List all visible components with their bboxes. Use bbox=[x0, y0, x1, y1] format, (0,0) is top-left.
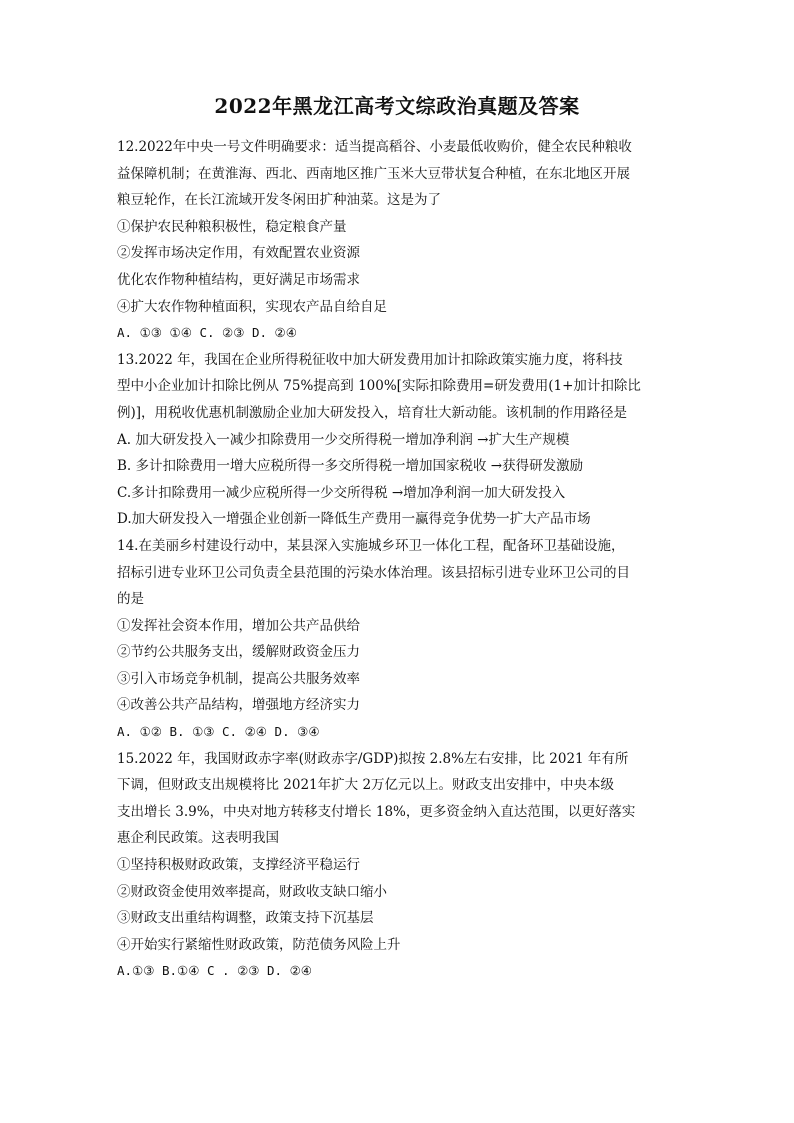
choice-item: ②发挥市场决定作用，有效配置农业资源 bbox=[117, 245, 360, 262]
question-stem-line: 支出增长 3.9%，中央对地方转移支付增长 18%，更多资金纳入直达范围，以更好落实 bbox=[117, 803, 636, 820]
answer-options: A. ①② B. ①③ C. ②④ D. ③④ bbox=[117, 724, 320, 740]
question-stem-line: 招标引进专业环卫公司负责全县范围的污染水体治理。该县招标引进专业环卫公司的目 bbox=[117, 564, 630, 581]
question-stem-line: 惠企利民政策。这表明我国 bbox=[117, 830, 279, 847]
choice-item: ③引入市场竞争机制，提高公共服务效率 bbox=[117, 670, 360, 687]
choice-item: ④扩大农作物种植面积，实现农产品自给自足 bbox=[117, 298, 387, 315]
question-12 bbox=[117, 134, 677, 347]
choice-item: ①保护农民种粮积极性，稳定粮食产量 bbox=[117, 218, 347, 235]
choice-item: ③财政支出重结构调整，政策支持下沉基层 bbox=[117, 910, 374, 927]
choice-item: C.多计扣除费用一减少应税所得一少交所得税 →增加净利润一加大研发投入 bbox=[117, 484, 566, 501]
choice-item: ④开始实行紧缩性财政政策，防范债务风险上升 bbox=[117, 936, 401, 953]
choice-item: ④改善公共产品结构，增强地方经济实力 bbox=[117, 697, 360, 714]
document-title: 2022年黑龙江高考文综政治真题及答案 bbox=[214, 94, 580, 118]
choice-item: ②节约公共服务支出，缓解财政资金压力 bbox=[117, 644, 360, 661]
question-15 bbox=[117, 746, 677, 985]
document-body bbox=[117, 134, 677, 985]
question-stem-line: 15.2022 年，我国财政赤字率(财政赤字/GDP)拟按 2.8%左右安排，比 2021 年有所 bbox=[117, 750, 629, 767]
question-stem-line: 下调，但财政支出规模将比 2021年扩大 2万亿元以上。财政支出安排中，中央本级 bbox=[117, 777, 615, 794]
question-14 bbox=[117, 533, 677, 746]
choice-item: ①发挥社会资本作用，增加公共产品供给 bbox=[117, 617, 360, 634]
choice-item: ②财政资金使用效率提高，财政收支缺口缩小 bbox=[117, 883, 387, 900]
choice-item: D.加大研发投入一增强企业创新一降低生产费用一赢得竞争优势一扩大产品市场 bbox=[117, 511, 591, 528]
question-stem-line: 粮豆轮作，在长江流域开发冬闲田扩种油菜。这是为了 bbox=[117, 192, 441, 209]
question-stem-line: 型中小企业加计扣除比例从 75%提高到 100%[实际扣除费用=研发费用(1+加计扣除比 bbox=[117, 378, 641, 395]
choice-item: ①坚持积极财政政策，支撑经济平稳运行 bbox=[117, 857, 360, 874]
choice-item: A. 加大研发投入一减少扣除费用一少交所得税一增加净利润 →扩大生产规模 bbox=[117, 431, 570, 448]
question-13 bbox=[117, 347, 677, 533]
choice-item: 优化农作物种植结构，更好满足市场需求 bbox=[117, 271, 360, 288]
question-stem-line: 12.2022年中央一号文件明确要求：适当提高稻谷、小麦最低收购价，健全农民种粮收 bbox=[117, 139, 632, 155]
question-stem-line: 的是 bbox=[117, 591, 144, 608]
question-stem-line: 14.在美丽乡村建设行动中，某县深入实施城乡环卫一体化工程，配备环卫基础设施， bbox=[117, 537, 625, 554]
choice-item: B. 多计扣除费用一增大应税所得一多交所得税一增加国家税收 →获得研发激励 bbox=[117, 458, 584, 475]
question-stem-line: 13.2022 年，我国在企业所得税征收中加大研发费用加计扣除政策实施力度，将科技 bbox=[117, 351, 623, 368]
answer-options: A. ①③ ①④ C. ②③ D. ②④ bbox=[117, 325, 297, 341]
question-stem-line: 益保障机制；在黄淮海、西北、西南地区推广玉米大豆带状复合种植，在东北地区开展 bbox=[117, 165, 630, 182]
answer-options: A.①③ B.①④ C . ②③ D. ②④ bbox=[117, 963, 313, 979]
question-stem-line: 例)]，用税收优惠机制激励企业加大研发投入，培育壮大新动能。该机制的作用路径是 bbox=[117, 404, 628, 421]
